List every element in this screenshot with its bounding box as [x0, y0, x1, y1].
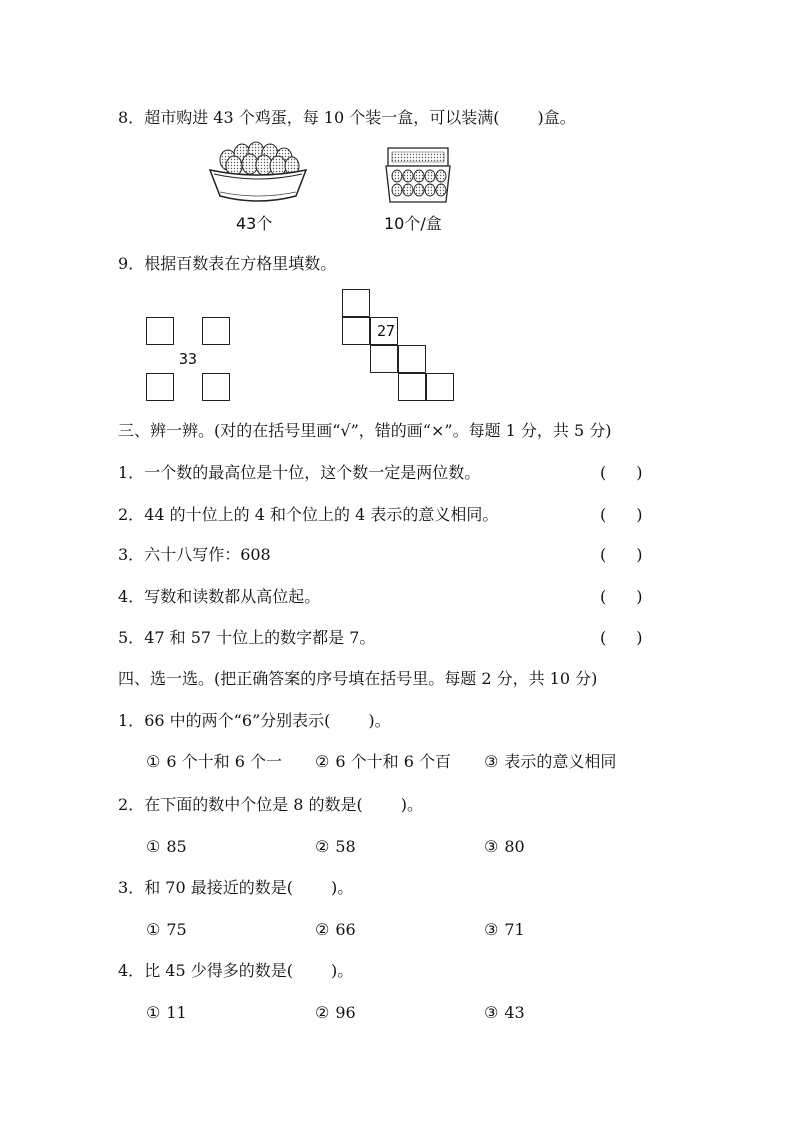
circled-mark: ② — [315, 837, 330, 856]
sec3-item-text: 写数和读数都从高位起。 — [144, 587, 321, 606]
option-text: 58 — [335, 837, 356, 856]
q2-option-2[interactable] — [315, 837, 356, 857]
q-number: 1． — [118, 711, 145, 730]
grid2-cell-6[interactable] — [426, 373, 454, 401]
q-text-before: 66 中的两个“6”分别表示( — [144, 711, 331, 730]
q8-number: 8． — [118, 108, 145, 127]
paren-open: ( — [600, 628, 607, 647]
paren-open: ( — [600, 587, 607, 606]
sec3-answer-3[interactable] — [600, 545, 643, 565]
grid1-cell-bottom-right[interactable] — [202, 373, 230, 401]
paren-close: ) — [636, 628, 643, 647]
grid2-cell-1[interactable] — [342, 289, 370, 317]
sec3-item-3 — [118, 545, 271, 565]
q8-text-before: 超市购进 43 个鸡蛋，每 10 个装一盒，可以装满( — [144, 108, 500, 127]
sec3-item-5 — [118, 628, 375, 648]
q-text-before: 比 45 少得多的数是( — [144, 961, 293, 980]
q-text-after: )。 — [400, 795, 424, 814]
sec3-item-text: 六十八写作：608 — [144, 545, 271, 564]
paren-open: ( — [600, 545, 607, 564]
egg-basket-illustration — [206, 140, 310, 206]
circled-mark: ③ — [484, 920, 499, 939]
option-text: 71 — [504, 920, 525, 939]
option-text: 6 个十和 6 个一 — [166, 752, 282, 771]
grid1-center-number: 33 — [178, 350, 198, 368]
sec4-q3 — [118, 878, 353, 898]
grid2-given-number: 27 — [376, 322, 396, 340]
option-text: 75 — [166, 920, 187, 939]
q-text-after: )。 — [330, 878, 354, 897]
sec3-item-1 — [118, 463, 480, 483]
section3-title: 三、辨一辨。(对的在括号里画“√”，错的画“×”。每题 1 分，共 5 分) — [118, 421, 612, 440]
sec3-item-text: 44 的十位上的 4 和个位上的 4 表示的意义相同。 — [144, 505, 499, 524]
q4-option-1[interactable] — [146, 1003, 187, 1023]
paren-close: ) — [636, 545, 643, 564]
paren-close: ) — [636, 463, 643, 482]
paren-open: ( — [600, 505, 607, 524]
circled-mark: ② — [315, 920, 330, 939]
q3-option-3[interactable] — [484, 920, 525, 940]
grid2-cell-2[interactable] — [342, 317, 370, 345]
q3-option-1[interactable] — [146, 920, 187, 940]
circled-mark: ③ — [484, 752, 499, 771]
q-text-before: 和 70 最接近的数是( — [144, 878, 293, 897]
grid1-cell-top-left[interactable] — [146, 317, 174, 345]
option-text: 66 — [335, 920, 356, 939]
sec3-item-4 — [118, 587, 320, 607]
q3-option-2[interactable] — [315, 920, 356, 940]
q8-line — [118, 108, 576, 128]
circled-mark: ② — [315, 752, 330, 771]
sec3-item-number: 2． — [118, 505, 145, 524]
q1-option-1[interactable] — [146, 752, 282, 772]
sec3-item-number: 5． — [118, 628, 145, 647]
circled-mark: ① — [146, 752, 161, 771]
circled-mark: ① — [146, 1003, 161, 1022]
circled-mark: ② — [315, 1003, 330, 1022]
circled-mark: ① — [146, 837, 161, 856]
grid2-cell-3[interactable] — [370, 345, 398, 373]
sec3-answer-5[interactable] — [600, 628, 643, 648]
sec3-item-number: 3． — [118, 545, 145, 564]
sec3-item-number: 1． — [118, 463, 145, 482]
paren-close: ) — [636, 505, 643, 524]
q1-option-3[interactable] — [484, 752, 616, 772]
q1-option-2[interactable] — [315, 752, 451, 772]
q8-text-after: )盒。 — [537, 108, 576, 127]
sec3-item-text: 一个数的最高位是十位，这个数一定是两位数。 — [144, 463, 481, 482]
q-text-after: )。 — [330, 961, 354, 980]
circled-mark: ③ — [484, 837, 499, 856]
grid2-cell-4[interactable] — [398, 345, 426, 373]
q4-option-2[interactable] — [315, 1003, 356, 1023]
option-text: 96 — [335, 1003, 356, 1022]
grid1-cell-top-right[interactable] — [202, 317, 230, 345]
circled-mark: ① — [146, 920, 161, 939]
sec3-answer-1[interactable] — [600, 463, 643, 483]
q-text-after: )。 — [368, 711, 391, 730]
sec3-answer-2[interactable] — [600, 505, 643, 525]
option-text: 6 个十和 6 个百 — [335, 752, 451, 771]
paren-close: ) — [636, 587, 643, 606]
option-text: 85 — [166, 837, 187, 856]
grid1-cell-bottom-left[interactable] — [146, 373, 174, 401]
q2-option-3[interactable] — [484, 837, 525, 857]
sec3-answer-4[interactable] — [600, 587, 643, 607]
q4-option-3[interactable] — [484, 1003, 525, 1023]
q-text-before: 在下面的数中个位是 8 的数是( — [144, 795, 363, 814]
paren-open: ( — [600, 463, 607, 482]
sec3-item-2 — [118, 505, 498, 525]
section4-title: 四、选一选。(把正确答案的序号填在括号里。每题 2 分，共 10 分) — [118, 669, 598, 688]
sec3-item-text: 47 和 57 十位上的数字都是 7。 — [144, 628, 376, 647]
grid2-cell-5[interactable] — [398, 373, 426, 401]
q9-number: 9． — [118, 254, 145, 273]
option-text: 80 — [504, 837, 525, 856]
carton-caption: 10个/盒 — [384, 214, 442, 233]
option-text: 43 — [504, 1003, 525, 1022]
q-number: 3． — [118, 878, 145, 897]
option-text: 表示的意义相同 — [504, 752, 617, 771]
option-text: 11 — [166, 1003, 187, 1022]
q9-line — [118, 254, 336, 274]
q-number: 4． — [118, 961, 145, 980]
circled-mark: ③ — [484, 1003, 499, 1022]
q2-option-1[interactable] — [146, 837, 187, 857]
q-number: 2． — [118, 795, 145, 814]
sec4-q4 — [118, 961, 353, 981]
basket-caption: 43个 — [236, 214, 273, 233]
sec4-q1 — [118, 711, 391, 731]
sec3-item-number: 4． — [118, 587, 145, 606]
egg-carton-illustration — [382, 144, 454, 206]
sec4-q2 — [118, 795, 423, 815]
q9-text: 根据百数表在方格里填数。 — [144, 254, 337, 273]
